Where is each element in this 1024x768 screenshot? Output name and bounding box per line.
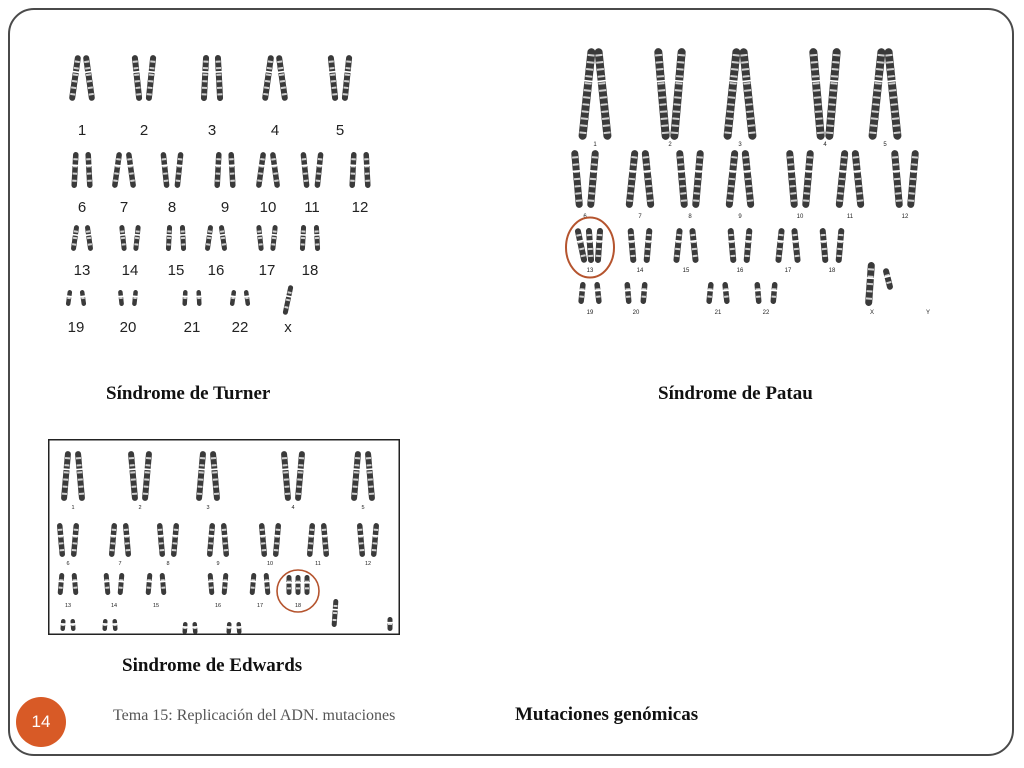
chromosome-pair	[314, 152, 324, 188]
chromosome-pair	[727, 228, 737, 263]
chromosome-pair	[722, 282, 731, 305]
chromosome-pair	[624, 282, 632, 304]
chromosome-pair	[627, 228, 637, 263]
chromosome-pair	[654, 48, 671, 140]
chromosome-pair	[801, 150, 814, 208]
chromosome-label: 8	[688, 214, 692, 220]
chromosome-pair	[145, 55, 157, 101]
slide-number-badge: 14	[16, 697, 66, 747]
chromosome-y	[882, 267, 894, 290]
chromosome-pair	[890, 150, 903, 208]
chromosome-pair	[200, 55, 209, 101]
chromosome-label: 5	[335, 122, 345, 139]
chromosome-pair	[270, 225, 279, 251]
chromosome-label: 13	[64, 603, 72, 609]
chromosome-x	[864, 262, 875, 306]
chromosome-label: 3	[206, 505, 210, 511]
chromosome-pair	[691, 150, 704, 208]
chromosome-pair	[723, 48, 742, 140]
chromosome-pair	[578, 282, 587, 305]
chromosome-pair	[228, 152, 236, 188]
chromosome-pair	[84, 225, 94, 252]
chromosome-pair	[68, 55, 81, 102]
chromosome-pair	[906, 150, 919, 208]
chromosome-pair	[785, 150, 798, 208]
chromosome-pair	[594, 48, 613, 140]
chromosome-pair	[770, 282, 778, 304]
chromosome-pair	[255, 152, 266, 189]
chromosome-label: x	[284, 319, 292, 336]
chromosome-label: 12	[364, 561, 372, 567]
chromosome-pair	[809, 48, 826, 140]
chromosome-label: 22	[231, 319, 249, 336]
chromosome-pair	[791, 228, 802, 264]
chromosome-pair	[570, 150, 583, 208]
chromosome-pair	[349, 152, 357, 188]
chromosome-pair	[689, 228, 700, 264]
chromosome-pair	[204, 225, 214, 252]
chromosome-label: 12	[351, 199, 369, 216]
chromosome-pair	[835, 150, 849, 209]
chromosome-label: 1	[77, 122, 87, 139]
chromosome-label: 3	[738, 142, 742, 148]
chromosome-pair	[85, 152, 93, 188]
chromosome-trisomy	[295, 575, 301, 595]
chromosome-pair	[706, 282, 715, 305]
chromosome-pair	[739, 48, 758, 140]
chromosome-trisomy	[594, 228, 603, 263]
chromosome-label: 15	[682, 268, 690, 274]
chromosome-label: 13	[73, 262, 91, 279]
chromosome-label: 8	[166, 561, 170, 567]
chromosome-label: 11	[846, 214, 854, 220]
chromosome-pair	[725, 150, 739, 209]
chromosome-trisomy	[585, 228, 594, 263]
chromosome-label: 10	[266, 561, 274, 567]
chromosome-pair	[71, 152, 79, 188]
chromosome-label: 21	[183, 319, 201, 336]
chromosome-label: 17	[256, 603, 264, 609]
chromosome-label: 21	[714, 310, 722, 316]
chromosome-label: 7	[118, 561, 122, 567]
section-title: Mutaciones genómicas	[515, 704, 699, 725]
chromosome-pair	[79, 290, 87, 307]
chromosome-pair	[165, 225, 172, 251]
chromosome-pair	[214, 152, 222, 188]
chromosome-label: 14	[121, 262, 139, 279]
chromosome-pair	[218, 225, 228, 252]
chromosome-label: 15	[167, 262, 185, 279]
chromosome-label: 20	[632, 310, 640, 316]
chromosome-x	[282, 285, 294, 316]
chromosome-pair	[214, 55, 223, 101]
chromosome-y	[387, 617, 393, 631]
chromosome-label: 6	[583, 214, 587, 220]
chromosome-pair	[884, 48, 903, 140]
chromosome-label: 11	[304, 199, 320, 216]
chromosome-label: 16	[207, 262, 225, 279]
chromosome-label: 6	[77, 199, 87, 216]
chromosome-trisomy	[286, 575, 292, 595]
chromosome-label: 10	[259, 199, 277, 216]
chromosome-pair	[179, 225, 186, 251]
chromosome-pair	[243, 290, 251, 307]
chromosome-label: 2	[668, 142, 672, 148]
chromosome-pair	[299, 225, 306, 251]
chromosome-pair	[775, 228, 786, 264]
chromosome-pair	[111, 152, 122, 189]
chromosome-trisomy	[574, 228, 588, 264]
chromosome-pair	[133, 225, 142, 251]
turner-karyotype	[40, 40, 380, 340]
chromosome-label: 9	[738, 214, 742, 220]
chromosome-label: 17	[784, 268, 792, 274]
chromosome-label: 8	[167, 199, 177, 216]
chromosome-pair	[300, 152, 310, 188]
chromosome-trisomy	[304, 575, 310, 595]
chromosome-label: 5	[883, 142, 887, 148]
chromosome-pair	[82, 55, 95, 102]
chromosome-label: 20	[119, 319, 137, 336]
chromosome-label: 15	[152, 603, 160, 609]
chromosome-pair	[675, 150, 688, 208]
chromosome-pair	[825, 48, 842, 140]
chromosome-label: 4	[270, 122, 280, 139]
edwards-caption: Sindrome de Edwards	[122, 655, 303, 676]
turner-caption: Síndrome de Turner	[106, 383, 271, 404]
chromosome-pair	[594, 282, 603, 305]
footer-title: Tema 15: Replicación del ADN. mutaciones	[113, 707, 396, 724]
chromosome-pair	[313, 225, 320, 251]
chromosome-label: 17	[258, 262, 276, 279]
chromosome-pair	[119, 225, 128, 251]
chromosome-pair	[586, 150, 599, 208]
patau-caption: Síndrome de Patau	[658, 383, 813, 404]
chromosome-pair	[182, 290, 188, 306]
chromosome-pair	[835, 228, 845, 263]
chromosome-pair	[754, 282, 762, 304]
chromosome-label: 19	[586, 310, 594, 316]
chromosome-pair	[261, 55, 274, 102]
chromosome-pair	[670, 48, 687, 140]
chromosome-label: 4	[823, 142, 827, 148]
patau-karyotype	[560, 40, 940, 325]
chromosome-pair	[256, 225, 265, 251]
chromosome-pair	[741, 150, 755, 209]
chromosome-label: Y	[925, 310, 931, 316]
chromosome-pair	[174, 152, 184, 188]
chromosome-label: 10	[796, 214, 804, 220]
chromosome-label: 18	[301, 262, 319, 279]
chromosome-pair	[341, 55, 353, 101]
chromosome-label: 7	[638, 214, 642, 220]
chromosome-pair	[70, 225, 80, 252]
chromosome-label: 7	[119, 199, 129, 216]
chromosome-pair	[363, 152, 371, 188]
chromosome-label: 9	[216, 561, 220, 567]
chromosome-pair	[851, 150, 865, 209]
chromosome-label: 2	[139, 122, 149, 139]
chromosome-label: 6	[66, 561, 70, 567]
chromosome-label: 1	[593, 142, 597, 148]
chromosome-pair	[269, 152, 280, 189]
chromosome-pair	[643, 228, 653, 263]
chromosome-label: 13	[586, 268, 594, 274]
chromosome-label: 16	[214, 603, 222, 609]
chromosome-label: 11	[315, 561, 321, 567]
chromosome-pair	[131, 55, 143, 101]
chromosome-pair	[743, 228, 753, 263]
chromosome-pair	[819, 228, 829, 263]
chromosome-label: 16	[736, 268, 744, 274]
chromosome-pair	[275, 55, 288, 102]
chromosome-pair	[868, 48, 887, 140]
chromosome-label: 1	[71, 505, 75, 511]
chromosome-pair	[640, 282, 648, 304]
chromosome-pair	[327, 55, 339, 101]
chromosome-label: 14	[110, 603, 118, 609]
chromosome-pair	[625, 150, 639, 209]
chromosome-pair	[578, 48, 597, 140]
chromosome-label: 19	[67, 319, 85, 336]
chromosome-pair	[673, 228, 684, 264]
chromosome-label: 12	[901, 214, 909, 220]
chromosome-pair	[65, 290, 73, 307]
chromosome-pair	[131, 290, 138, 306]
chromosome-pair	[160, 152, 170, 188]
chromosome-label: 4	[291, 505, 295, 511]
chromosome-label: 2	[138, 505, 142, 511]
edwards-karyotype	[48, 439, 400, 635]
chromosome-label: 18	[294, 603, 302, 609]
chromosome-label: 18	[828, 268, 836, 274]
chromosome-pair	[229, 290, 237, 307]
chromosome-pair	[125, 152, 136, 189]
chromosome-label: 5	[361, 505, 365, 511]
chromosome-pair	[196, 290, 202, 306]
chromosome-label: 22	[762, 310, 770, 316]
chromosome-pair	[117, 290, 124, 306]
chromosome-label: X	[869, 310, 875, 316]
chromosome-label: 3	[207, 122, 217, 139]
chromosome-label: 14	[636, 268, 644, 274]
chromosome-pair	[641, 150, 655, 209]
chromosome-label: 9	[220, 199, 230, 216]
